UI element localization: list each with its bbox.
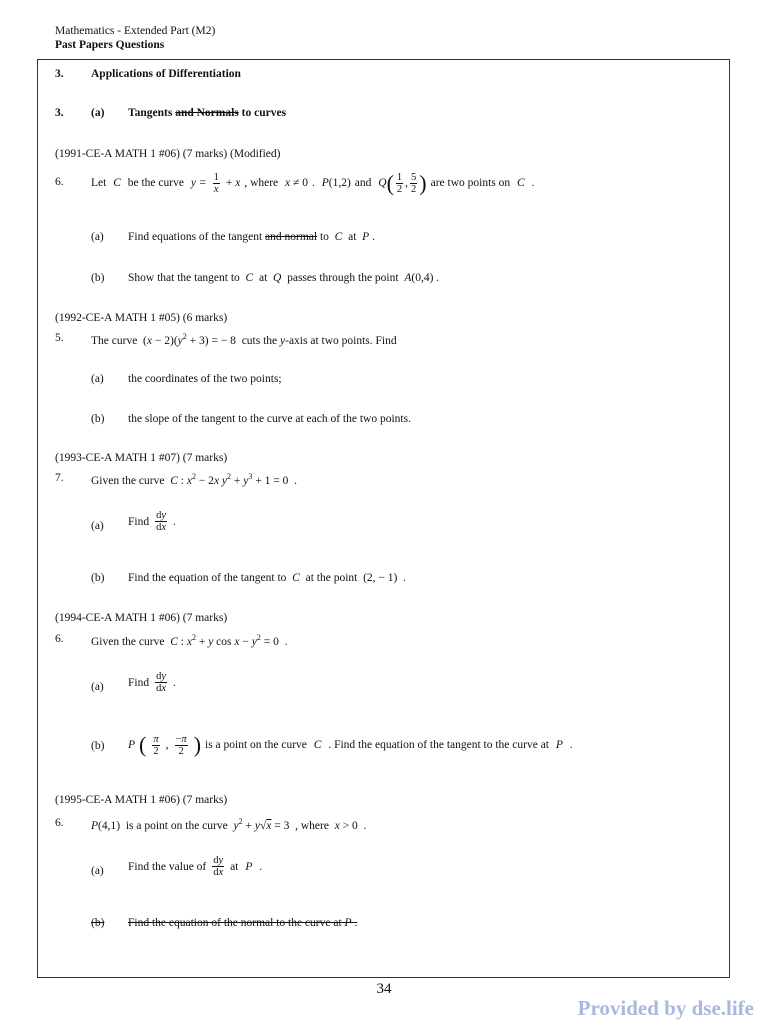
q1b-label: (b) [91,272,105,284]
q2a-text: the coordinates of the two points; [128,373,282,385]
q5b-text: Find the equation of the normal to the curve at P . [128,917,358,929]
q5-stem: P(4,1) is a point on the curve $y^2 + y√x = 3$ , where x > 0 . [91,817,367,832]
q5a-label: (a) [91,865,104,877]
q3-number: 7. [55,472,64,484]
q2-source: (1992-CE-A MATH 1 #05) (6 marks) [55,312,228,324]
q3-source: (1993-CE-A MATH 1 #07) (7 marks) [55,452,228,464]
q5a-text: Find the value of $\frac{dy}{dx}$ at P . [128,855,263,878]
q3a-label: (a) [91,520,104,532]
section-number: 3. [55,107,64,119]
section-part: (a) [91,107,105,119]
course-title: Mathematics - Extended Part (M2) [55,25,216,37]
q1-source: (1991-CE-A MATH 1 #06) (7 marks) (Modified) [55,148,281,160]
q1a-text: Find equations of the tangent and normal to C at P . [128,231,375,243]
q2b-text: the slope of the tangent to the curve at each of the two points. [128,413,411,425]
watermark: Provided by dse.life [577,996,754,1020]
chapter-number: 3. [55,68,64,80]
header-subtitle: Past Papers Questions [55,39,165,51]
q3b-label: (b) [91,572,105,584]
q1-stem: Let C be the curve y = $\frac{1}{x}$ + x , where x ≠ 0 . P(1,2) and Q( $\frac{1}{2}$ , $\frac{5}{2}$ ) are two points on C . [91,170,535,195]
page-header [55,24,215,52]
q4-stem: Given the curve C : $x^2 + y$ $\cos x - y^2 = 0$ . [91,633,288,648]
q3b-text: Find the equation of the tangent to C at the point (2, − 1) . [128,572,406,584]
q4-source: (1994-CE-A MATH 1 #06) (7 marks) [55,612,228,624]
q3a-text: Find $\frac{dy}{dx}$ . [128,510,176,533]
page-number: 34 [376,981,392,997]
q4a-label: (a) [91,681,104,693]
q5-number: 6. [55,817,64,829]
q2-stem: The curve $(x - 2)(y^2 + 3)$ = − 8 cuts the y-axis at two points. Find [91,332,397,347]
q1b-text: Show that the tangent to C at Q passes through the point A(0,4) . [128,272,440,284]
q5-source: (1995-CE-A MATH 1 #06) (7 marks) [55,794,228,806]
q5b-label: (b) [91,917,105,929]
q2a-label: (a) [91,373,104,385]
q1-number: 6. [55,176,64,188]
q1a-label: (a) [91,231,104,243]
q4a-text: Find $\frac{dy}{dx}$ . [128,671,176,694]
q4b-text: P ( $\frac{\pi}{2}$ , $\frac{-\pi}{2}$ ) is a point on the curve C . Find the equation of the tangent to the curve at P . [128,732,573,757]
q2-number: 5. [55,332,64,344]
q4b-label: (b) [91,740,105,752]
q2b-label: (b) [91,413,105,425]
section-title: Tangents and Normals to curves [128,107,287,119]
q4-number: 6. [55,633,64,645]
chapter-title: Applications of Differentiation [91,68,241,80]
q3-stem: Given the curve C : $x^2 - 2x$ $y^2 + y^3 + 1 = 0$ . [91,472,297,487]
